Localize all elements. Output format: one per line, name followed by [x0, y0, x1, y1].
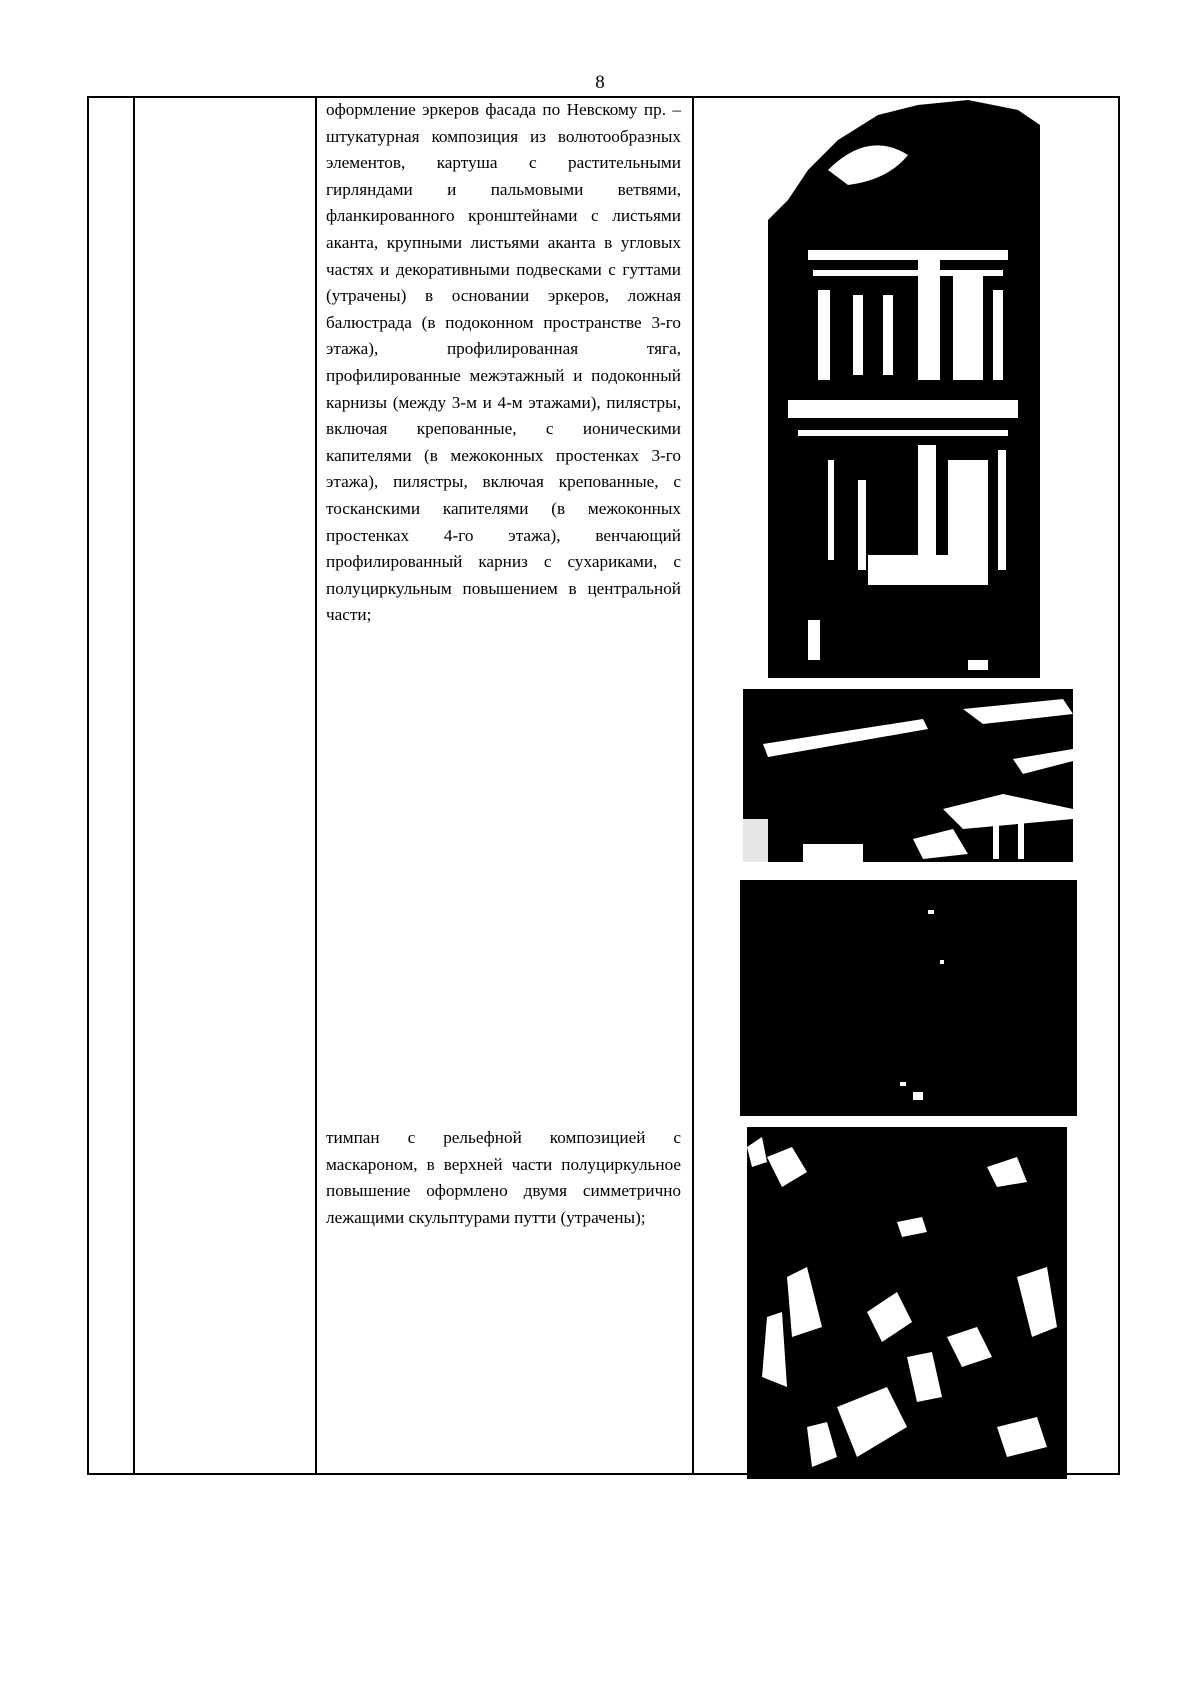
cornice-closeup-photo [743, 689, 1073, 862]
column-divider-1 [133, 96, 135, 1475]
tympanum-description-cell [326, 1125, 681, 1231]
tympanum-relief-photo [747, 1127, 1067, 1479]
page-number: 8 [595, 72, 605, 93]
column-divider-2 [315, 96, 317, 1475]
facade-description-cell [326, 97, 681, 629]
facade-description-text: оформление эркеров фасада по Невскому пр. – штукатурная композиция из волютообразных элементов, картуша с растительными гирляндами и пальмовыми ветвями, фланкированного кронштейнами с листьями аканта, крупными листьями аканта в угловых частях и декоративными подвесками с гуттами (утрачены) в основании эркеров, ложная балюстрада (в подоконном пространстве 3-го этажа), профилированная тяга, профилированные межэтажный и подоконный карнизы (между 3-м и 4-м этажами), пилястры, включая крепованные, с ионическими капителями (в межоконных простенках 3-го этажа), пилястры, включая крепованные, с тосканскими капителями (в межоконных простенках 4-го этажа), венчающий профилированный карниз с сухариками, с полуциркульным повышением в центральной части; [326, 100, 681, 625]
tympanum-description-text: тимпан с рельефной композицией с маскароном, в верхней части полуциркульное повышение оформлено двумя симметрично лежащими скульптурами путти (утрачены); [326, 1128, 681, 1227]
dark-detail-photo [740, 880, 1077, 1116]
column-divider-3 [692, 96, 694, 1475]
bay-window-facade-photo [768, 100, 1040, 678]
